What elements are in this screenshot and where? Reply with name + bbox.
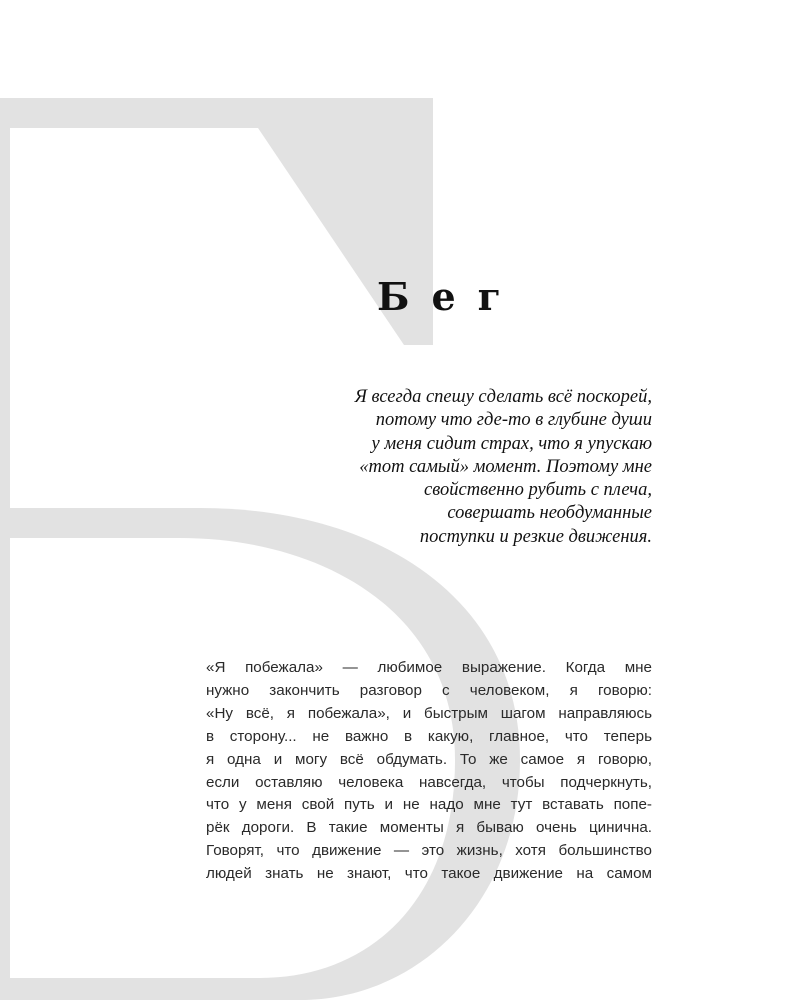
chapter-title: Бег [377, 274, 523, 319]
epigraph-line: «тот самый» момент. Поэтому мне [359, 456, 652, 477]
epigraph-line: совершать необдуманные [447, 503, 652, 524]
body-line: я одна и могу всё обдумать. То же самое я говорю, [206, 750, 652, 768]
epigraph-line: свойственно рубить с плеча, [424, 480, 652, 501]
epigraph [262, 386, 652, 549]
body-line: если оставляю человека навсегда, чтобы подчеркнуть, [206, 773, 652, 791]
epigraph-line: Я всегда спешу сделать всё поскорей, [354, 387, 652, 407]
body-line: Говорят, что движение — это жизнь, хотя большинство [206, 842, 652, 860]
body-line: «Я побежала» — любимое выражение. Когда мне [206, 659, 652, 676]
body-line: «Ну всё, я побежала», и быстрым шагом направляюсь [206, 704, 652, 722]
body-line: рёк дороги. В такие моменты я бываю очень цинична. [206, 819, 652, 837]
epigraph-line: поступки и резкие движения. [419, 526, 652, 547]
body-line: нужно закончить разговор с человеком, я говорю: [206, 681, 652, 699]
body-line: людей знать не знают, что такое движение на самом [206, 865, 652, 883]
body-paragraph [206, 657, 652, 886]
epigraph-line: потому что где-то в глубине души [375, 410, 652, 431]
body-line: что у меня свой путь и не надо мне тут вставать попе- [206, 796, 652, 814]
body-line: в сторону... не важно в какую, главное, что теперь [206, 727, 652, 745]
epigraph-line: у меня сидит страх, что я упускаю [371, 433, 652, 454]
